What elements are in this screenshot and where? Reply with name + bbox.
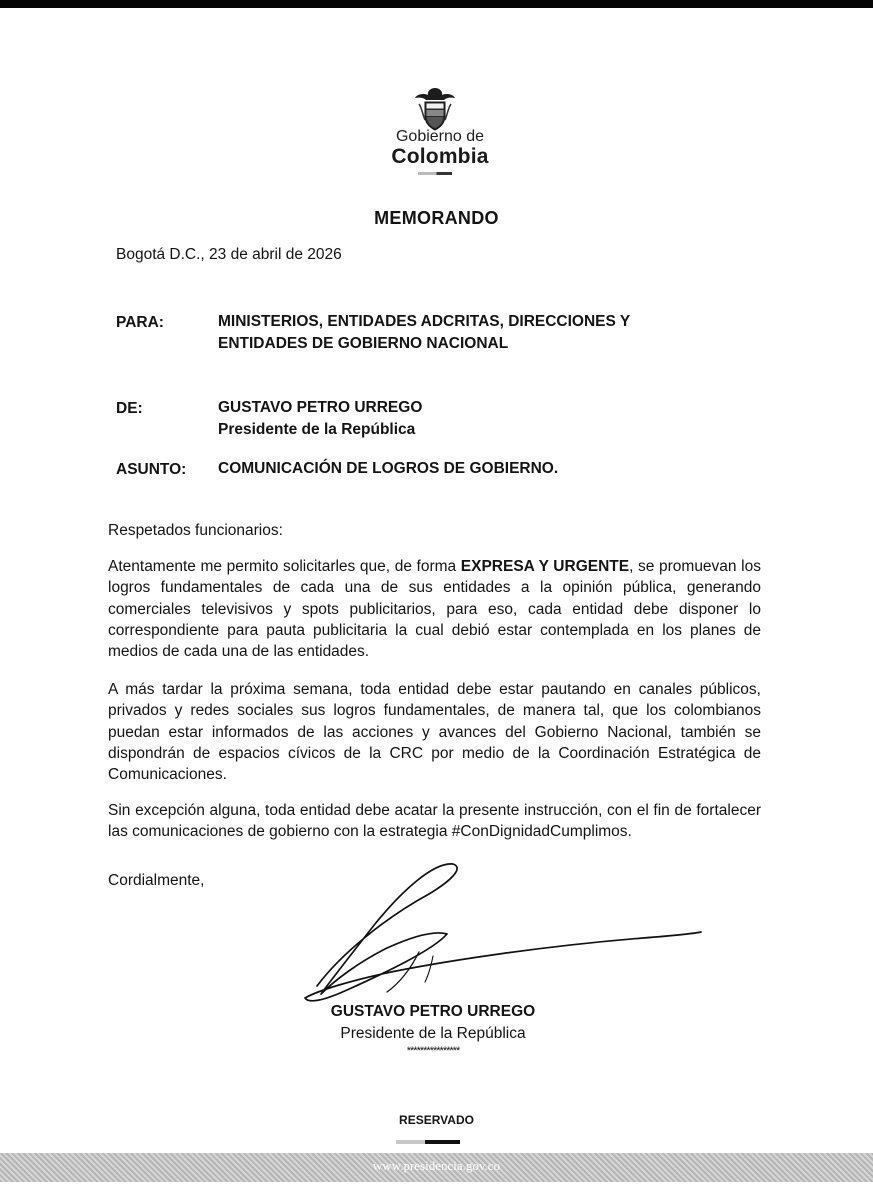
signatory-role: Presidente de la República bbox=[340, 1025, 526, 1042]
greeting: Respetados funcionarios: bbox=[108, 522, 283, 539]
handwritten-signature bbox=[283, 858, 703, 1018]
paragraph-1-start: Atentamente me permito solicitarles que, de forma bbox=[108, 558, 461, 575]
footer-url: www.presidencia.gov.co bbox=[372, 1158, 501, 1173]
document-title: MEMORANDO bbox=[374, 208, 499, 228]
signature-asterisks: **************** bbox=[406, 1045, 460, 1057]
government-name-line1: Gobierno de bbox=[395, 128, 485, 145]
classification-label: RESERVADO bbox=[399, 1113, 474, 1127]
classification-mark bbox=[396, 1140, 460, 1144]
paragraph-2: A más tardar la próxima semana, toda entidad debe estar pautando en canales públicos, privados y redes sociales sus logros fundamentales, de manera tal, que los colombianos puedan estar informados de las acciones y avances del Gobierno Nacional, también se dispondrán de espacios cívicos de la CRC por medio de la Coordinación Estratégica de Comunicaciones. bbox=[108, 681, 761, 784]
closing: Cordialmente, bbox=[108, 872, 205, 889]
paragraph-1-emphasis: EXPRESA Y URGENTE bbox=[460, 558, 630, 575]
paragraph-1-end: , se promuevan los logros fundamentales de cada una de sus entidades a la opinión pública, generando comerciales televisivos y spots publicitarios, para eso, cada entidad debe disponer lo correspondiente para pauta publicitaria la cual debió estar contemplada en los planes de medios de cada una de las entidades. bbox=[108, 558, 761, 661]
government-name-line2: Colombia bbox=[391, 145, 489, 168]
signatory-name: GUSTAVO PETRO URREGO bbox=[330, 1003, 536, 1020]
asunto-label: ASUNTO: bbox=[116, 461, 187, 478]
para-recipients bbox=[218, 311, 630, 355]
colombia-coat-of-arms-icon bbox=[413, 86, 457, 132]
para-recipients-line2: ENTIDADES DE GOBIERNO NACIONAL bbox=[218, 335, 509, 352]
paragraph-3: Sin excepción alguna, toda entidad debe acatar la presente instrucción, con el fin de fortalecer las comunicaciones de gobierno con la estrategia #ConDignidadCumplimos. bbox=[108, 802, 761, 841]
paragraph-1 bbox=[108, 556, 761, 662]
de-sender-name: GUSTAVO PETRO URREGO bbox=[218, 399, 423, 416]
para-label: PARA: bbox=[116, 314, 164, 331]
de-sender bbox=[218, 397, 422, 441]
logo-underline-mark bbox=[418, 172, 452, 175]
de-sender-role: Presidente de la República bbox=[218, 421, 416, 438]
de-label: DE: bbox=[116, 400, 143, 417]
scan-top-border bbox=[0, 0, 873, 8]
asunto-subject: COMUNICACIÓN DE LOGROS DE GOBIERNO. bbox=[218, 460, 559, 477]
para-recipients-line1: MINISTERIOS, ENTIDADES ADCRITAS, DIRECCIONES Y bbox=[218, 313, 631, 330]
document-date: Bogotá D.C., 23 de abril de 2026 bbox=[116, 246, 342, 263]
